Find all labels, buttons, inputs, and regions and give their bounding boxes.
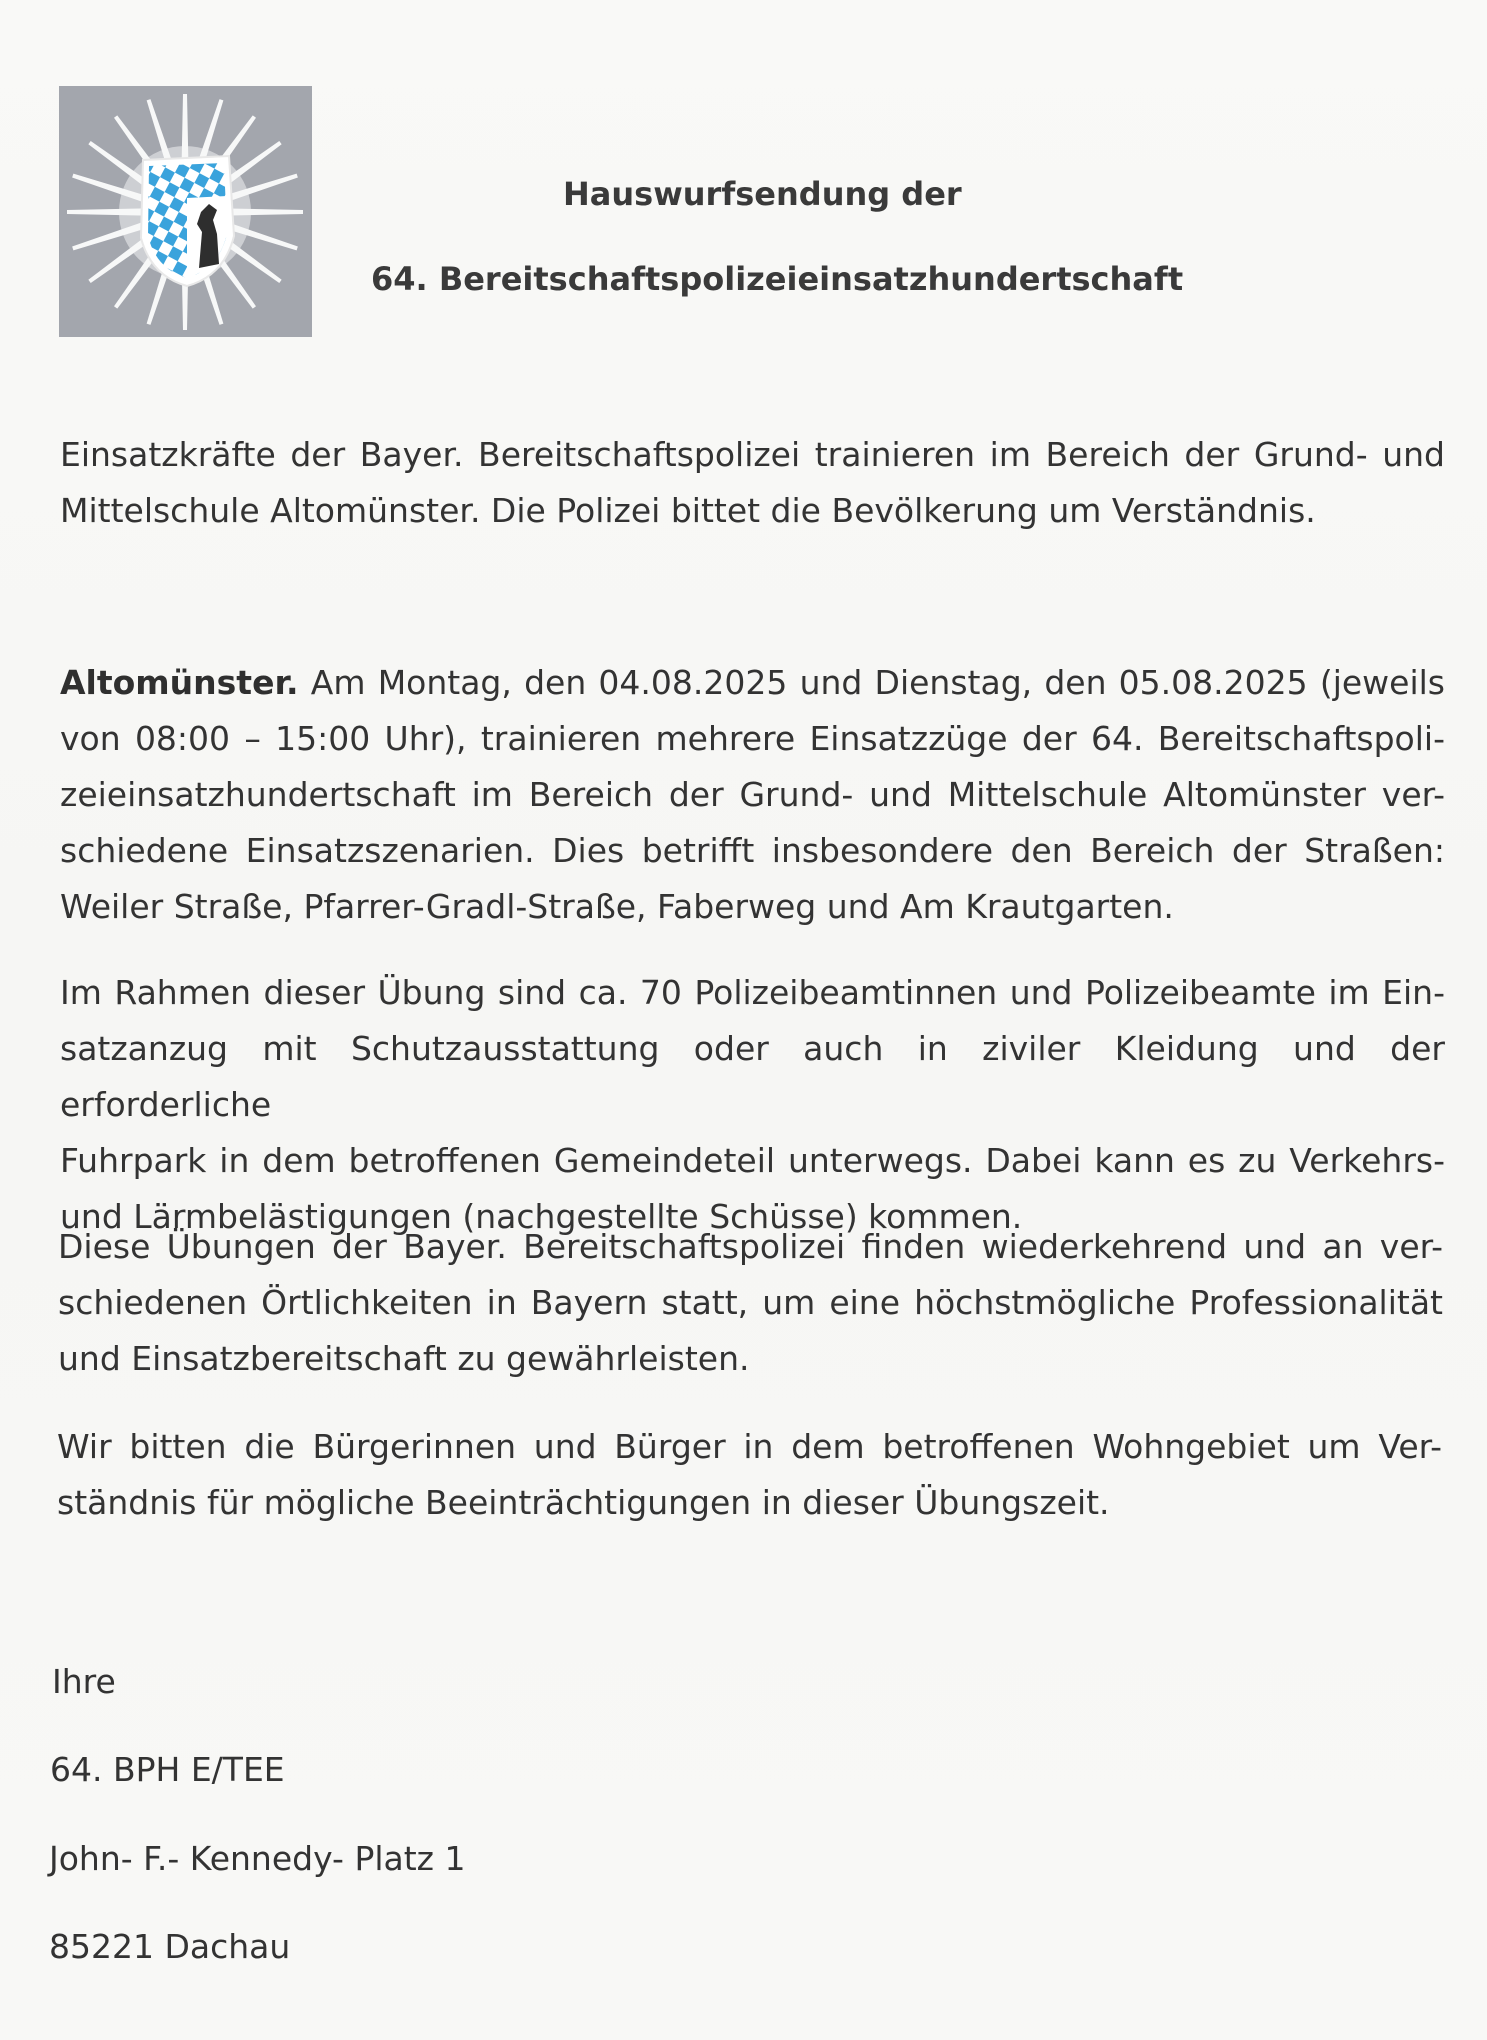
text-line: Wir bitten die Bürgerinnen und Bürger in dem betroffenen Wohngebiet um Ver- bbox=[57, 1427, 1442, 1466]
text-line bbox=[60, 655, 1445, 711]
bavarian-police-star-emblem-icon bbox=[59, 86, 312, 337]
text-line: und Lärmbelästigungen (nachgestellte Schüsse) kommen. bbox=[60, 1197, 1023, 1236]
text-line: Fuhrpark in dem betroffenen Gemeindeteil unterwegs. Dabei kann es zu Verkehrs- bbox=[60, 1141, 1445, 1180]
text-line: Mittelschule Altomünster. Die Polizei bittet die Bevölkerung um Verständnis. bbox=[60, 491, 1316, 530]
signature-street: John- F.- Kennedy- Platz 1 bbox=[49, 1839, 466, 1878]
text-span: Am Montag, den 04.08.2025 und Dienstag, den 05.08.2025 (jeweils bbox=[298, 663, 1445, 702]
signature-city: 85221 Dachau bbox=[49, 1927, 291, 1966]
text-line: und Einsatzbereitschaft zu gewährleisten. bbox=[58, 1339, 750, 1378]
text-line: schiedene Einsatzszenarien. Dies betrifft insbesondere den Bereich der Straßen: bbox=[60, 831, 1445, 870]
signature-unit: 64. BPH E/TEE bbox=[50, 1750, 285, 1789]
text-line: Im Rahmen dieser Übung sind ca. 70 Polizeibeamtinnen und Polizeibeamte im Ein- bbox=[60, 973, 1445, 1012]
intro-paragraph bbox=[60, 427, 1445, 539]
text-line: schiedenen Örtlichkeiten in Bayern statt, um eine höchstmögliche Professionalität bbox=[58, 1283, 1443, 1322]
signature-closing: Ihre bbox=[52, 1662, 116, 1701]
paragraph-exercise-details bbox=[60, 965, 1445, 1245]
paragraph-request bbox=[57, 1419, 1442, 1531]
text-line: satzanzug mit Schutzausstattung oder auch in ziviler Kleidung und der erforderliche bbox=[60, 1029, 1445, 1124]
heading-hauswurfsendung: Hauswurfsendung der bbox=[563, 175, 962, 213]
text-line: Weiler Straße, Pfarrer-Gradl-Straße, Faberweg und Am Krautgarten. bbox=[60, 887, 1174, 926]
text-line: ständnis für mögliche Beeinträchtigungen in dieser Übungszeit. bbox=[57, 1483, 1110, 1522]
text-line: Diese Übungen der Bayer. Bereitschaftspolizei finden wiederkehrend und an ver- bbox=[58, 1227, 1443, 1266]
paragraph-purpose bbox=[58, 1219, 1443, 1387]
text-line: zeieinsatzhundertschaft im Bereich der Grund- und Mittelschule Altomünster ver- bbox=[60, 775, 1445, 814]
text-line: Einsatzkräfte der Bayer. Bereitschaftspolizei trainieren im Bereich der Grund- und bbox=[60, 435, 1445, 474]
dateline: Altomünster. bbox=[60, 663, 299, 702]
heading-unit-name: 64. Bereitschaftspolizeieinsatzhundertschaft bbox=[371, 260, 1184, 298]
paragraph-schedule bbox=[60, 655, 1445, 935]
text-line: von 08:00 – 15:00 Uhr), trainieren mehrere Einsatzzüge der 64. Bereitschaftspoli- bbox=[60, 719, 1445, 758]
